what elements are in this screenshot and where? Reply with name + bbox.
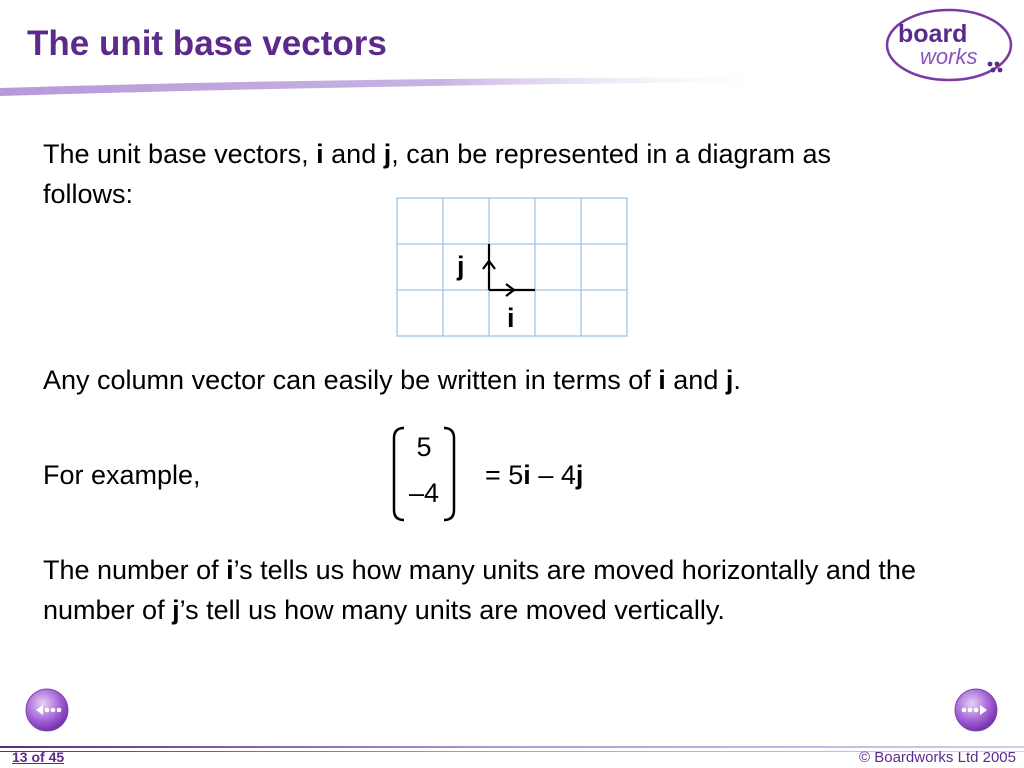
column-vector [388, 424, 460, 524]
unit-vector-grid-diagram [396, 197, 628, 337]
exp-i: i [226, 555, 234, 585]
svg-text:works: works [920, 44, 978, 69]
exp-text-mid: ’s tells us how many units are moved horizontally and the number of [43, 555, 916, 625]
explanation-paragraph [43, 550, 983, 630]
label-j: j [457, 251, 465, 281]
vector-j-arrow [483, 244, 495, 290]
boardworks-logo [882, 6, 1018, 84]
cv-i: i [658, 365, 666, 395]
intro-and: and [323, 139, 384, 169]
label-i: i [507, 303, 515, 333]
exp-text-end: ’s tell us how many units are moved vertically. [179, 595, 725, 625]
prev-button-icon[interactable] [24, 687, 70, 733]
vector-expression [485, 455, 583, 495]
vector-bottom-component: –4 [408, 478, 440, 508]
intro-j: j [383, 139, 392, 169]
cv-j: j [725, 365, 734, 395]
intro-text-start: The unit base vectors, [43, 139, 317, 169]
exp-text-start: The number of [43, 555, 227, 585]
next-button-icon[interactable] [953, 687, 999, 733]
expr-i: i [523, 460, 531, 490]
expr-minus-4: – 4 [530, 460, 576, 490]
page-counter[interactable]: 13 of 45 [12, 749, 65, 765]
cv-text-start: Any column vector can easily be written in terms of [43, 365, 659, 395]
vector-i-arrow [489, 284, 535, 296]
exp-j: j [172, 595, 180, 625]
page-title: The unit base vectors [27, 24, 387, 63]
vector-top-component: 5 [416, 432, 432, 462]
expr-j: j [575, 460, 584, 490]
intro-i: i [316, 139, 324, 169]
for-example-label: For example, [43, 460, 201, 490]
intro-text-end: , can be represented in a diagram as follows: [43, 139, 831, 209]
svg-text:board: board [898, 20, 968, 48]
expr-equals-5: = 5 [485, 460, 524, 490]
copyright-notice: © Boardworks Ltd 2005 [859, 749, 1016, 766]
cv-period: . [733, 365, 741, 395]
column-vector-paragraph [43, 360, 943, 400]
cv-and: and [665, 365, 726, 395]
title-underline-swoosh [0, 72, 1024, 108]
